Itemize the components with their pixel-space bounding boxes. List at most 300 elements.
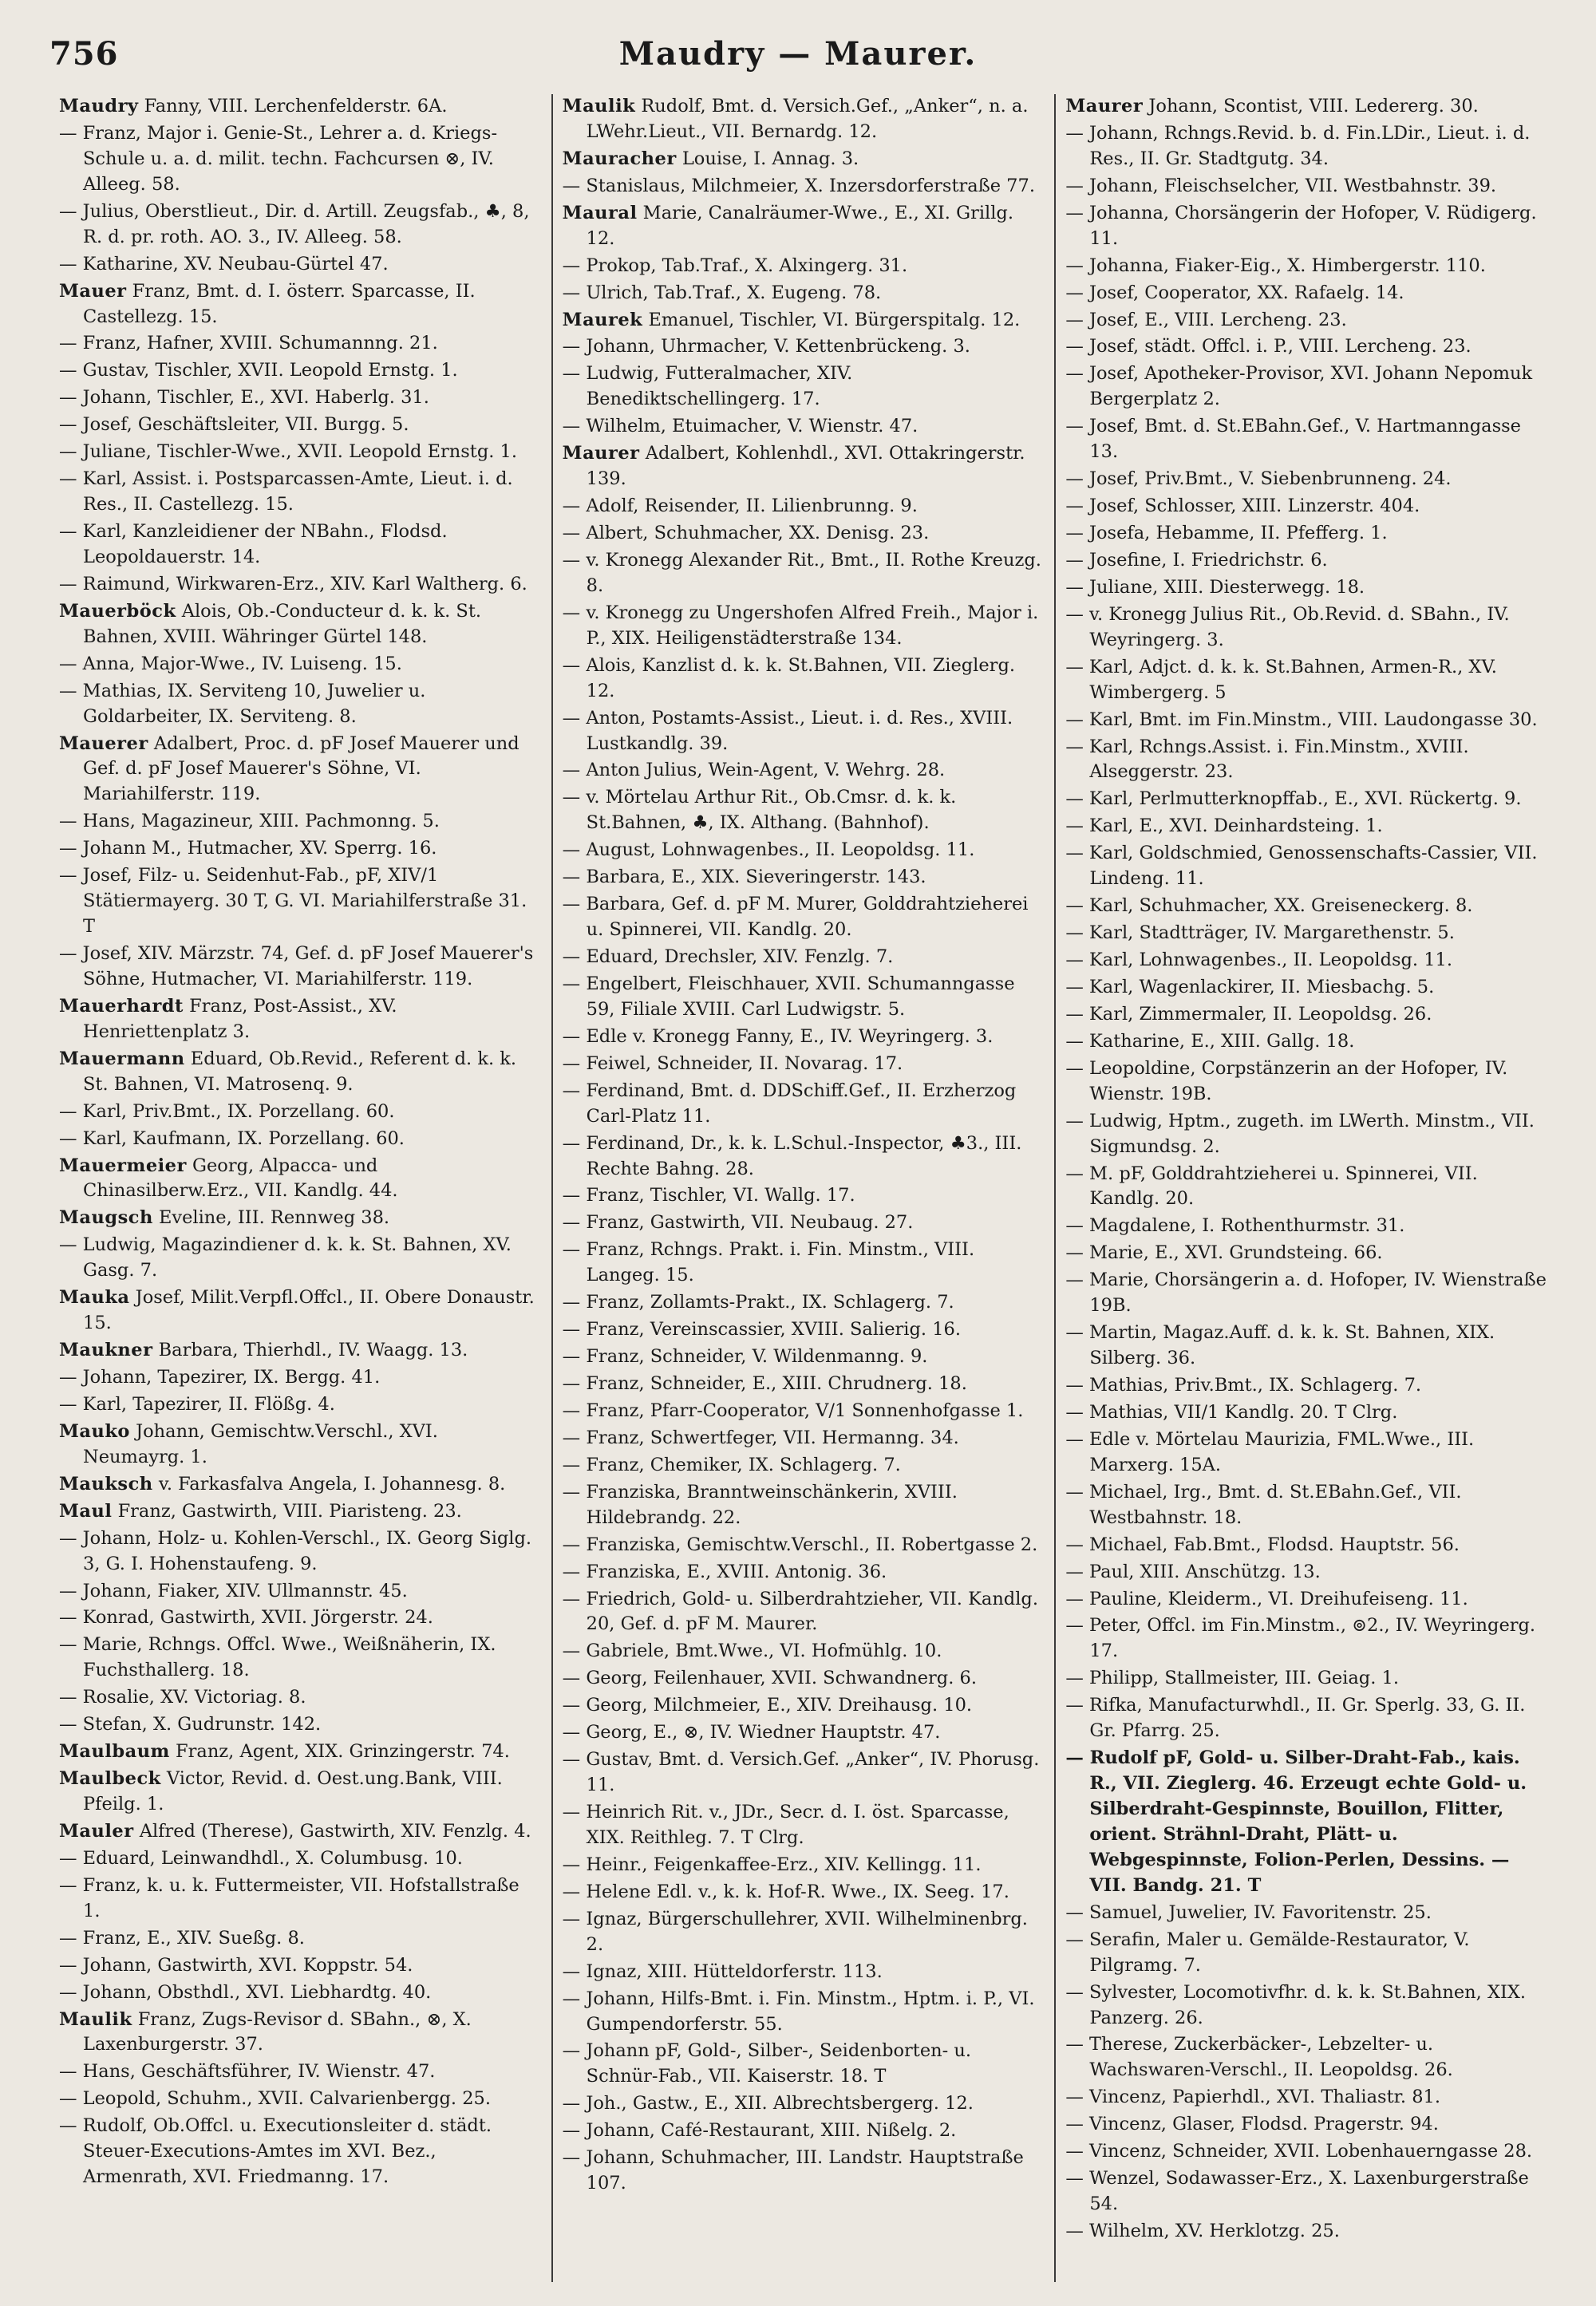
entry-text: — Rudolf, Ob.Offcl. u. Executionsleiter d. städt. Steuer-Executions-Amtes im XVI. Bez., Armenrath, XVI. Friedmanng. 17. (59, 2115, 492, 2188)
entry-text: — Marie, E., XVI. Grundsteing. 66. (1065, 1242, 1383, 1264)
directory-entry (59, 1420, 542, 1471)
directory-entry (563, 1480, 1045, 1531)
entry-text: — Helene Edl. v., k. k. Hof-R. Wwe., IX. Seeg. 17. (562, 1881, 1009, 1902)
directory-entry (59, 732, 542, 808)
directory-entry (563, 1183, 1045, 1209)
entry-text: — Karl, Schuhmacher, XX. Greiseneckerg. 8. (1065, 895, 1473, 917)
directory-entry (563, 2091, 1045, 2117)
directory-entry (563, 1747, 1045, 1799)
entry-text: — Wilhelm, Etuimacher, V. Wienstr. 47. (562, 416, 918, 437)
entry-text: — Friedrich, Gold- u. Silberdrahtzieher, VII. Kandlg. 20, Gef. d. pF M. Maurer. (562, 1588, 1038, 1635)
entry-text: Franz, Gastwirth, VIII. Piaristeng. 23. (117, 1500, 462, 1522)
directory-entry (59, 1685, 542, 1711)
directory-entry (563, 1533, 1045, 1558)
entry-text: Eveline, III. Rennweg 38. (158, 1207, 390, 1229)
entry-text: — Georg, E., ⊗, IV. Wiedner Hauptstr. 47. (562, 1722, 941, 1743)
entry-text: — Leopold, Schuhm., XVII. Calvarienbergg. 25. (59, 2088, 492, 2110)
entry-text: — Franz, k. u. k. Futtermeister, VII. Hofstallstraße 1. (59, 1874, 519, 1921)
directory-entry (1065, 2112, 1548, 2138)
directory-entry (59, 1605, 542, 1631)
directory-entry (1065, 814, 1548, 839)
entry-text: — Josefa, Hebamme, II. Pfefferg. 1. (1065, 523, 1388, 543)
directory-entry (563, 1290, 1045, 1316)
entry-text: — Franziska, Branntweinschänkerin, XVIII. Hildebrandg. 22. (562, 1481, 958, 1528)
directory-entry (59, 1338, 542, 1364)
entry-text: — Franz, Schneider, V. Wildenmanng. 9. (562, 1346, 928, 1368)
directory-entry (1065, 735, 1548, 786)
entry-text: Adalbert, Proc. d. pF Josef Mauerer und Gef. d. pF Josef Mauerer's Söhne, VI. Mariahilferstr. 119. (83, 732, 519, 805)
entry-text: — Marie, Rchngs. Offcl. Wwe., Weißnäherin, IX. Fuchsthallerg. 18. (59, 1634, 496, 1681)
entry-text: — Josef, Cooperator, XX. Rafaelg. 14. (1065, 282, 1404, 303)
directory-entry (59, 1154, 542, 1205)
directory-entry (1065, 94, 1548, 120)
directory-entry (563, 1639, 1045, 1664)
entry-text: — Franz, Rchngs. Prakt. i. Fin. Minstm., VIII. Langeg. 15. (562, 1239, 975, 1286)
directory-entry (1065, 921, 1548, 946)
entry-text: — Karl, Zimmermaler, II. Leopoldsg. 26. (1065, 1003, 1432, 1025)
directory-entry (1065, 467, 1548, 492)
directory-entry (1065, 1002, 1548, 1028)
entry-text: Franz, Bmt. d. I. österr. Sparcasse, II. Castellezg. 15. (83, 280, 476, 327)
entry-text: — v. Mörtelau Arthur Rit., Ob.Cmsr. d. k. k. St.Bahnen, ♣, IX. Althang. (Bahnhof). (562, 787, 957, 834)
directory-entry (59, 1392, 542, 1418)
directory-entry (563, 1560, 1045, 1585)
directory-entry (1065, 1400, 1548, 1426)
directory-entry (59, 1874, 542, 1925)
entry-text: — Ludwig, Futteralmacher, XIV. Benediktschellingerg. 17. (562, 363, 853, 410)
entry-surname: Mauermann (59, 1048, 185, 1069)
directory-entry (59, 836, 542, 862)
entry-text: — Serafin, Maler u. Gemälde-Restaurator, V. Pilgramg. 7. (1065, 1929, 1470, 1976)
directory-entry (1065, 2139, 1548, 2165)
directory-entry (1065, 2032, 1548, 2083)
directory-entry (1065, 1241, 1548, 1266)
directory-entry (563, 1052, 1045, 1077)
directory-entry (59, 1206, 542, 1231)
entry-text: — Johann, Rchngs.Revid. b. d. Fin.LDir., Lieut. i. d. Res., II. Gr. Stadtgutg. 34. (1065, 122, 1531, 169)
directory-entry (59, 1365, 542, 1391)
entry-text: — Paul, XIII. Anschützg. 13. (1065, 1561, 1321, 1582)
entry-surname: Maulik (562, 96, 636, 116)
directory-entry (59, 413, 542, 438)
directory-entry (563, 1880, 1045, 1905)
directory-entry (59, 358, 542, 384)
entry-text: — Therese, Zuckerbäcker-, Lebzelter- u. Wachswaren-Verschl., II. Leopoldsg. 26. (1065, 2034, 1453, 2081)
entry-text: — Edle v. Kronegg Fanny, E., IV. Weyringerg. 3. (562, 1025, 994, 1047)
directory-entry (1065, 575, 1548, 601)
directory-entry (59, 1819, 542, 1845)
entry-surname: Maul (59, 1500, 113, 1522)
entry-surname: Maulbeck (59, 1768, 161, 1790)
directory-entry (563, 1587, 1045, 1638)
entry-text: — Edle v. Mörtelau Maurizia, FML.Wwe., III. Marxerg. 15A. (1065, 1428, 1475, 1475)
entry-text: Georg, Alpacca- und Chinasilberw.Erz., VII. Kandlg. 44. (83, 1155, 398, 1202)
entry-text: — Philipp, Stallmeister, III. Geiag. 1. (1065, 1668, 1399, 1689)
directory-entry (59, 440, 542, 465)
entry-text: — Franz, Tischler, VI. Wallg. 17. (562, 1185, 855, 1206)
entry-text: — Josef, XIV. Märzstr. 74, Gef. d. pF Josef Mauerer's Söhne, Hutmacher, VI. Mariahilferstr. 119. (59, 943, 534, 989)
entry-text: — Johann, Fiaker, XIV. Ullmannstr. 45. (59, 1580, 408, 1601)
entry-text: — Georg, Feilenhauer, XVII. Schwandnerg. 6. (562, 1668, 977, 1689)
entry-text: — August, Lohnwagenbes., II. Leopoldsg. 11. (562, 839, 975, 861)
directory-entry (1065, 894, 1548, 919)
entry-text: Fanny, VIII. Lerchenfelderstr. 6A. (144, 96, 448, 116)
entry-text: — Franziska, Gemischtw.Verschl., II. Robertgasse 2. (562, 1534, 1038, 1555)
directory-entry (563, 1079, 1045, 1130)
entry-text: — Gabriele, Bmt.Wwe., VI. Hofmühlg. 10. (562, 1641, 942, 1662)
directory-entry (59, 1100, 542, 1125)
directory-entry (1065, 708, 1548, 733)
entry-text: — Gustav, Tischler, XVII. Leopold Ernstg. 1. (59, 360, 458, 381)
directory-entry (1065, 1560, 1548, 1585)
directory-entry (1065, 1746, 1548, 1899)
entry-text: — v. Kronegg Julius Rit., Ob.Revid. d. SBahn., IV. Weyringerg. 3. (1065, 603, 1510, 650)
entry-text: — Julius, Oberstlieut., Dir. d. Artill. Zeugsfab., ♣, 8, R. d. pr. roth. AO. 3., IV. Alleeg. 58. (59, 200, 530, 247)
directory-entry (563, 361, 1045, 413)
entry-text: — Josef, Bmt. d. St.EBahn.Gef., V. Hartmanngasse 13. (1065, 416, 1521, 463)
entry-text: — Karl, Priv.Bmt., IX. Porzellang. 60. (59, 1100, 395, 1122)
entry-text: — Franz, Zollamts-Prakt., IX. Schlagerg. 7. (562, 1292, 954, 1313)
entry-text: — Albert, Schuhmacher, XX. Denisg. 23. (562, 523, 930, 543)
directory-entry (59, 1499, 542, 1525)
directory-entry (563, 1987, 1045, 2038)
directory-entry (1065, 1587, 1548, 1613)
entry-text: — Magdalene, I. Rothenthurmstr. 31. (1065, 1215, 1405, 1237)
entry-text: — v. Kronegg Alexander Rit., Bmt., II. Rothe Kreuzg. 8. (562, 549, 1041, 596)
directory-entry (1065, 2085, 1548, 2111)
directory-entry (563, 147, 1045, 172)
directory-entry (1065, 1533, 1548, 1558)
directory-entry (563, 94, 1045, 145)
entry-text: — Karl, Adjct. d. k. k. St.Bahnen, Armen-R., XV. Wimbergerg. 5 (1065, 656, 1497, 703)
directory-entry (563, 653, 1045, 705)
entry-text: — M. pF, Golddrahtzieherei u. Spinnerei, VII. Kandlg. 20. (1065, 1163, 1478, 1210)
entry-text: — Johann, Holz- u. Kohlen-Verschl., IX. Georg Siglg. 3, G. I. Hohenstaufeng. 9. (59, 1527, 532, 1574)
entry-surname: Maulbaum (59, 1741, 170, 1763)
entry-text: — Franz, Major i. Genie-St., Lehrer a. d. Kriegs-Schule u. a. d. milit. techn. Fachcursen ⊗, IV. Alleeg. 58. (59, 122, 498, 195)
entry-text: — Franz, Vereinscassier, XVIII. Salierig. 16. (562, 1319, 961, 1341)
entry-text: — Johann, Fleischselcher, VII. Westbahnstr. 39. (1065, 175, 1497, 196)
entry-text: — Katharine, E., XIII. Gallg. 18. (1065, 1030, 1355, 1052)
entry-text: — Karl, Lohnwagenbes., II. Leopoldsg. 11. (1065, 950, 1453, 970)
entry-text: — Stefan, X. Gudrunstr. 142. (59, 1714, 322, 1735)
directory-entry (59, 1233, 542, 1284)
directory-entry (563, 521, 1045, 547)
directory-entry (59, 331, 542, 357)
entry-text: — Johann, Hilfs-Bmt. i. Fin. Minstm., Hptm. i. P., VI. Gumpendorferstr. 55. (562, 1988, 1035, 2035)
column-2 (551, 94, 1055, 2282)
directory-entry (59, 1926, 542, 1952)
entry-text: — Josef, E., VIII. Lercheng. 23. (1065, 309, 1347, 330)
entry-text: — Anton, Postamts-Assist., Lieut. i. d. Res., XVIII. Lustkandlg. 39. (562, 707, 1013, 754)
entry-surname: Mauler (59, 1820, 134, 1842)
entry-text: — Sylvester, Locomotivfhr. d. k. k. St.Bahnen, XIX. Panzerg. 26. (1065, 1981, 1527, 2028)
entry-text: Rudolf, Bmt. d. Versich.Gef., „Anker“, n. a. LWehr.Lieut., VII. Bernardg. 12. (586, 96, 1029, 142)
directory-entry (563, 201, 1045, 252)
entry-text: — Rosalie, XV. Victoriag. 8. (59, 1687, 306, 1708)
entry-text: — Franz, Schneider, E., XIII. Chrudnerg. 18. (562, 1373, 967, 1394)
directory-entry (563, 254, 1045, 279)
entry-text: — Hans, Magazineur, XIII. Pachmonng. 5. (59, 811, 440, 832)
entry-surname: Maulik (59, 2008, 132, 2030)
entry-text: — Franz, Chemiker, IX. Schlagerg. 7. (562, 1454, 901, 1475)
entry-text: — Johann, Schuhmacher, III. Landstr. Hauptstraße 107. (562, 2147, 1024, 2194)
directory-entry (563, 865, 1045, 890)
directory-entry (59, 572, 542, 598)
entry-text: — Heinrich Rit. v., JDr., Secr. d. I. öst. Sparcasse, XIX. Reithleg. 7. T Clrg. (562, 1802, 1009, 1848)
entry-text: — Juliane, XIII. Diesterwegg. 18. (1065, 576, 1365, 598)
page-number: 756 (49, 35, 119, 73)
directory-entry (1065, 1666, 1548, 1692)
entry-text: — Barbara, Gef. d. pF M. Murer, Golddrahtzieherei u. Spinnerei, VII. Kandlg. 20. (562, 894, 1029, 941)
directory-entry (1065, 254, 1548, 279)
directory-entry (1065, 548, 1548, 574)
entry-text: — Ignaz, Bürgerschullehrer, XVII. Wilhelminenbrg. 2. (562, 1908, 1028, 1955)
directory-entry (59, 1953, 542, 1979)
directory-entry (563, 1210, 1045, 1236)
entry-surname: Mauerer (59, 732, 148, 754)
directory-entry (1065, 1613, 1548, 1664)
entry-surname: Maural (562, 202, 638, 223)
directory-entry (1065, 1321, 1548, 1372)
entry-text: — Juliane, Tischler-Wwe., XVII. Leopold Ernstg. 1. (59, 441, 518, 463)
entry-text: — Franz, Gastwirth, VII. Neubaug. 27. (562, 1212, 914, 1234)
entry-text: — Mathias, Priv.Bmt., IX. Schlagerg. 7. (1065, 1375, 1422, 1396)
directory-entry (59, 519, 542, 571)
directory-entry (563, 601, 1045, 652)
entry-text: — Mathias, VII/1 Kandlg. 20. T Clrg. (1065, 1401, 1398, 1423)
directory-entry (59, 1846, 542, 1872)
directory-entry (59, 1739, 542, 1765)
directory-entry (59, 1712, 542, 1738)
directory-entry (1065, 787, 1548, 812)
entry-text: — Karl, E., XVI. Deinhardsteing. 1. (1065, 815, 1383, 837)
directory-entry (1065, 1928, 1548, 1979)
directory-entry (59, 2087, 542, 2112)
directory-entry (1065, 494, 1548, 519)
entry-text: — Karl, Kanzleidiener der NBahn., Flodsd. Leopoldauerstr. 14. (59, 521, 448, 567)
directory-entry (563, 785, 1045, 836)
entry-text: — Marie, Chorsängerin a. d. Hofoper, IV. Wienstraße 19B. (1065, 1269, 1547, 1317)
directory-entry (563, 2118, 1045, 2144)
directory-entry (1065, 521, 1548, 547)
entry-text: Franz, Agent, XIX. Grinzingerstr. 74. (176, 1741, 510, 1763)
entry-text: — Josefine, I. Friedrichstr. 6. (1065, 549, 1328, 571)
directory-entry (1065, 602, 1548, 653)
entry-text: — Katharine, XV. Neubau-Gürtel 47. (59, 253, 389, 274)
entry-text: — Johann, Gastwirth, XVI. Koppstr. 54. (59, 1954, 413, 1976)
directory-entry (59, 1579, 542, 1605)
directory-entry (563, 1025, 1045, 1050)
entry-text: — Vincenz, Glaser, Flodsd. Pragerstr. 94. (1065, 2114, 1439, 2135)
directory-entry (563, 334, 1045, 360)
entry-text: — Ferdinand, Dr., k. k. L.Schul.-Inspector, ♣3., III. Rechte Bahng. 28. (562, 1132, 1022, 1179)
directory-entry (563, 1426, 1045, 1451)
directory-entry (59, 1472, 542, 1498)
entry-text: — Franz, Hafner, XVIII. Schumannng. 21. (59, 333, 438, 354)
entry-text: — Josef, Geschäftsleiter, VII. Burgg. 5. (59, 414, 409, 436)
directory-entry (563, 1345, 1045, 1370)
entry-text: Barbara, Thierhdl., IV. Waagg. 13. (158, 1340, 468, 1361)
entry-text: Johann, Gemischtw.Verschl., XVI. Neumayrg. 1. (83, 1420, 438, 1467)
entry-text: Emanuel, Tischler, VI. Bürgerspitalg. 12. (648, 309, 1021, 330)
entry-text: — Eduard, Leinwandhdl., X. Columbusg. 10. (59, 1847, 463, 1869)
directory-entry (1065, 308, 1548, 334)
entry-text: — Heinr., Feigenkaffee-Erz., XIV. Kellingg. 11. (562, 1854, 982, 1875)
directory-entry (1065, 1162, 1548, 1213)
entry-text: — Gustav, Bmt. d. Versich.Gef. „Anker“, IV. Phorusg. 11. (562, 1749, 1040, 1796)
entry-text: — Johann, Obsthdl., XVI. Liebhardtg. 40. (59, 1981, 432, 2003)
entry-surname: Maurek (562, 309, 643, 330)
directory-entry (563, 1666, 1045, 1692)
entry-text: Alfred (Therese), Gastwirth, XIV. Fenzlg. 4. (139, 1820, 531, 1842)
entry-surname: Mauerböck (59, 600, 176, 622)
directory-entry (563, 494, 1045, 519)
entry-text: Marie, Canalräumer-Wwe., E., XI. Grillg. 12. (586, 202, 1013, 249)
directory-entry (59, 809, 542, 835)
entry-text: — Karl, Assist. i. Postsparcassen-Amte, Lieut. i. d. Res., II. Castellezg. 15. (59, 468, 513, 515)
entry-text: — Adolf, Reisender, II. Lilienbrunng. 9. (562, 496, 918, 517)
column-3 (1054, 94, 1558, 2282)
directory-entry (563, 945, 1045, 970)
directory-entry (563, 2039, 1045, 2090)
directory-entry (59, 199, 542, 251)
entry-text: — Engelbert, Fleischhauer, XVII. Schumanngasse 59, Filiale XVIII. Carl Ludwigstr. 5. (562, 973, 1015, 1020)
directory-entry (59, 385, 542, 411)
directory-entry (1065, 1901, 1548, 1926)
directory-entry (1065, 948, 1548, 973)
entry-text: — Franz, E., XIV. Sueßg. 8. (59, 1927, 305, 1949)
entry-text: — Josef, Apotheker-Provisor, XVI. Johann Nepomuk Bergerplatz 2. (1065, 363, 1533, 410)
entry-text: — Karl, Stadtträger, IV. Margarethenstr. 5. (1065, 922, 1455, 944)
entry-text: — v. Kronegg zu Ungershofen Alfred Freih., Major i. P., XIX. Heiligenstädterstraße 134. (562, 602, 1039, 649)
directory-entry (563, 972, 1045, 1023)
directory-entry (59, 1526, 542, 1577)
directory-entry (1065, 361, 1548, 413)
directory-entry (59, 279, 542, 330)
directory-entry (59, 652, 542, 677)
entry-surname: Maurer (1065, 96, 1144, 116)
entry-text: — Johann pF, Gold-, Silber-, Seidenborten- u. Schnür-Fab., VII. Kaiserstr. 18. T (562, 2040, 972, 2087)
directory-entry (1065, 1427, 1548, 1479)
entry-text: Josef, Milit.Verpfl.Offcl., II. Obere Donaustr. 15. (83, 1287, 535, 1334)
directory-entry (1065, 201, 1548, 252)
entry-text: — Franziska, E., XVIII. Antonig. 36. (562, 1561, 887, 1582)
entry-text: — Ludwig, Magazindiener d. k. k. St. Bahnen, XV. Gasg. 7. (59, 1234, 512, 1281)
entry-surname: Mauer (59, 280, 127, 302)
entry-text: — Josef, Filz- u. Seidenhut-Fab., pF, XIV/1 Stätiermayerg. 30 T, G. VI. Mariahilferstraße 31. T (59, 865, 527, 938)
directory-entry (563, 1693, 1045, 1719)
directory-entry (59, 1285, 542, 1337)
entry-text: — Ferdinand, Bmt. d. DDSchiff.Gef., II. Erzherzog Carl-Platz 11. (562, 1080, 1017, 1127)
entry-surname: Mauerhardt (59, 995, 184, 1017)
entry-surname: Maukner (59, 1340, 153, 1361)
entry-text: — Johann M., Hutmacher, XV. Sperrg. 16. (59, 838, 437, 859)
directory-entry (59, 942, 542, 993)
entry-text: — Raimund, Wirkwaren-Erz., XIV. Karl Waltherg. 6. (59, 573, 527, 594)
entry-text: — Eduard, Drechsler, XIV. Fenzlg. 7. (562, 946, 894, 967)
entry-surname: Maurer (562, 443, 640, 464)
directory-entry (1065, 1109, 1548, 1160)
directory-entry (1065, 1373, 1548, 1399)
entry-text: — Karl, Perlmutterknopffab., E., XVI. Rückertg. 9. (1065, 788, 1522, 810)
entry-text: — Franz, Schwertfeger, VII. Hermanng. 34. (562, 1427, 959, 1448)
entry-surname: Mauko (59, 1420, 130, 1442)
entry-text: — Wilhelm, XV. Herklotzg. 25. (1065, 2221, 1340, 2241)
entry-text: — Vincenz, Schneider, XVII. Lobenhauerngasse 28. (1065, 2141, 1533, 2162)
directory-entry (59, 679, 542, 730)
entry-text: — Samuel, Juwelier, IV. Favoritenstr. 25. (1065, 1901, 1432, 1923)
entry-text: — Georg, Milchmeier, E., XIV. Dreihausg. 10. (562, 1695, 973, 1716)
directory-entry (59, 1767, 542, 1818)
directory-entry (563, 548, 1045, 599)
directory-entry (59, 1127, 542, 1152)
entry-text: — Josef, Priv.Bmt., V. Siebenbrunneng. 24. (1065, 468, 1452, 490)
directory-entry (59, 467, 542, 518)
directory-entry (1065, 1268, 1548, 1319)
directory-entry (563, 1720, 1045, 1746)
directory-entry (1065, 334, 1548, 360)
entry-text: — Johann, Uhrmacher, V. Kettenbrückeng. 3. (562, 336, 970, 357)
directory-entry (1065, 1480, 1548, 1531)
entry-surname: Mauka (59, 1287, 130, 1309)
directory-entry (59, 1047, 542, 1098)
entry-text: — Leopoldine, Corpstänzerin an der Hofoper, IV. Wienstr. 19B. (1065, 1057, 1508, 1104)
entry-surname: Mauermeier (59, 1155, 187, 1176)
directory-entry (1065, 1693, 1548, 1744)
directory-entry (59, 2008, 542, 2059)
directory-entry (59, 599, 542, 650)
entry-text: — Feiwel, Schneider, II. Novarag. 17. (562, 1052, 903, 1074)
entry-text: — Karl, Tapezirer, II. Flößg. 4. (59, 1393, 335, 1415)
directory-entry (59, 1980, 542, 2006)
entry-text: — Prokop, Tab.Traf., X. Alxingerg. 31. (562, 255, 908, 276)
directory-entry (1065, 174, 1548, 199)
directory-entry (563, 1907, 1045, 1958)
directory-entry (563, 1960, 1045, 1985)
entry-text: Victor, Revid. d. Oest.ung.Bank, VIII. Pfeilg. 1. (83, 1768, 503, 1814)
directory-entry (563, 174, 1045, 199)
entry-text: — Konrad, Gastwirth, XVII. Jörgerstr. 24. (59, 1607, 433, 1629)
entry-text: — Ignaz, XIII. Hütteldorferstr. 113. (562, 1960, 883, 1982)
directory-entry (563, 706, 1045, 757)
entry-text: — Stanislaus, Milchmeier, X. Inzersdorferstraße 77. (562, 175, 1035, 196)
directory-entry (1065, 281, 1548, 306)
directory-entry (563, 1399, 1045, 1424)
entry-text: — Ludwig, Hptm., zugeth. im LWerth. Minstm., VII. Sigmundsg. 2. (1065, 1110, 1535, 1157)
entry-text: — Johann, Tischler, E., XVI. Haberlg. 31. (59, 387, 429, 409)
directory-entry (59, 121, 542, 198)
entry-surname: Mauksch (59, 1473, 153, 1495)
entry-text: — Vincenz, Papierhdl., XVI. Thaliastr. 81. (1065, 2087, 1440, 2108)
entry-text: — Josef, städt. Offcl. i. P., VIII. Lercheng. 23. (1065, 336, 1472, 357)
entry-text: — Karl, Bmt. im Fin.Minstm., VIII. Laudongasse 30. (1065, 709, 1538, 730)
directory-entry (1065, 975, 1548, 1001)
directory-entry (563, 892, 1045, 943)
entry-text: Alois, Ob.-Conducteur d. k. k. St. Bahnen, XVIII. Währinger Gürtel 148. (83, 600, 482, 647)
columns (49, 94, 1558, 2282)
entry-text: — Martin, Magaz.Auff. d. k. k. St. Bahnen, XIX. Silberg. 36. (1065, 1322, 1495, 1369)
entry-text: — Michael, Irg., Bmt. d. St.EBahn.Gef., VII. Westbahnstr. 18. (1065, 1481, 1462, 1528)
directory-entry (563, 1453, 1045, 1479)
entry-text: — Johanna, Fiaker-Eig., X. Himbergerstr. 110. (1065, 255, 1486, 276)
entry-text: — Karl, Rchngs.Assist. i. Fin.Minstm., XVIII. Alseggerstr. 23. (1065, 736, 1469, 783)
entry-text: — Josef, Schlosser, XIII. Linzerstr. 404. (1065, 496, 1420, 517)
entry-text: v. Farkasfalva Angela, I. Johannesg. 8. (158, 1473, 506, 1495)
entry-text: — Barbara, E., XIX. Sieveringerstr. 143. (562, 867, 926, 888)
entry-text: — Karl, Wagenlackirer, II. Miesbachg. 5. (1065, 976, 1435, 997)
entry-text: — Johanna, Chorsängerin der Hofoper, V. Rüdigerg. 11. (1065, 202, 1537, 249)
